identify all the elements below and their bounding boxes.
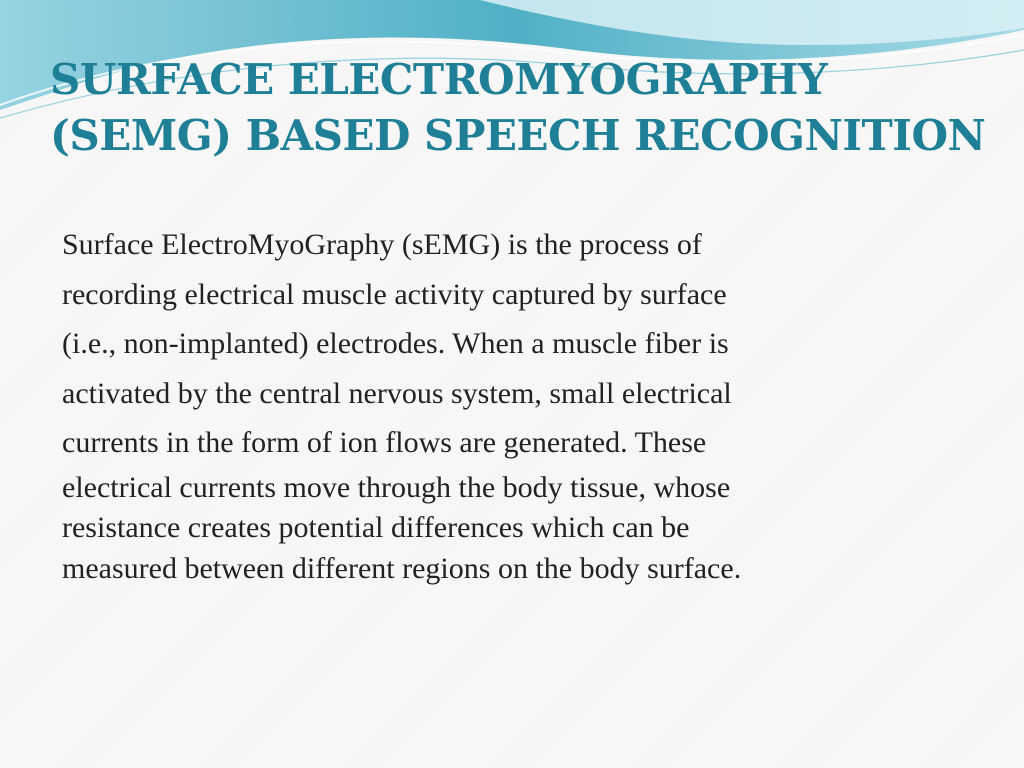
body-line: measured between different regions on the body surface. bbox=[62, 551, 742, 585]
body-line: resistance creates potential differences which can be bbox=[62, 511, 690, 544]
slide-title bbox=[50, 52, 990, 164]
body-paragraph bbox=[62, 220, 952, 589]
title-line: SURFACE ELECTROMYOGRAPHY bbox=[50, 55, 828, 104]
body-line: activated by the central nervous system, small electrical bbox=[62, 376, 732, 410]
body-line: recording electrical muscle activity captured by surface bbox=[62, 277, 727, 311]
body-line: electrical currents move through the body tissue, whose bbox=[62, 470, 731, 504]
body-line: currents in the form of ion flows are generated. These bbox=[62, 426, 707, 459]
body-line: (i.e., non-implanted) electrodes. When a muscle fiber is bbox=[62, 327, 729, 360]
body-line: Surface ElectroMyoGraphy (sEMG) is the process of bbox=[62, 228, 702, 261]
title-line: (SEMG) BASED SPEECH RECOGNITION bbox=[50, 111, 986, 160]
